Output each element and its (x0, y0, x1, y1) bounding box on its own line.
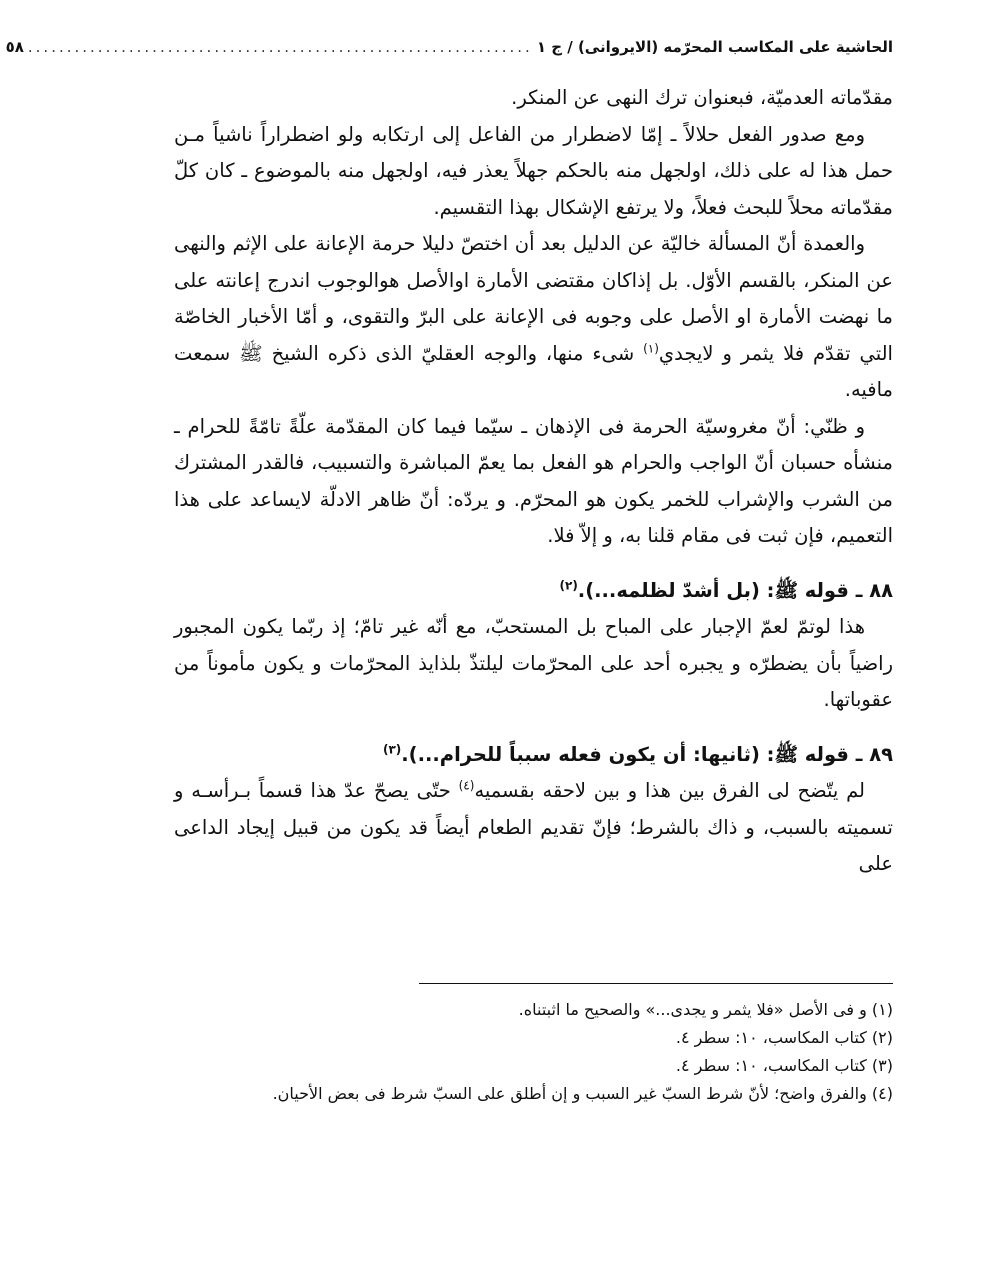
paragraph (174, 773, 893, 883)
section-heading-89 (174, 737, 893, 774)
footnote-ref-2: (٢) (559, 578, 578, 592)
running-head (5, 34, 893, 60)
paragraph-text: والعمدة أنّ المسألة خاليّة عن الدليل بعد أن اختصّ دليلا حرمة الإعانة علی الإثم والنهی عن المنكر، بالقسم الأوّل. بل إذاكان مقتضی الأمارة اوالأصل هوالوجوب اندرج إعانته علی ما نهضت الأمارة او الأصل علی وجوبه فی الإعانة علی البرّ والتقوی، و أمّا الأخبار الخاصّة التي تقدّم فلا يثمر و لايجدي (174, 232, 893, 365)
footnote-4: (٤) والفرق واضح؛ لأنّ شرط السبّ غير السبب و إن أطلق علی السبّ شرط فی بعض الأحيان. (272, 1084, 893, 1103)
paragraph: و ظنّي: أنّ مغروسيّة الحرمة فی الإذهان ـ سيّما فيما كان المقدّمة علّةً تامّةً للحرام ـ منشأه حسبان أنّ الواجب والحرام هو الفعل بما يعمّ المباشرة والتسبيب، فالقدر المشترك من الشرب والإشراب للخمر يكون هو المحرّم. و يردّه: أنّ ظاهر الادلّة لايساعد علی هذا التعميم، فإن ثبت فی مقام قلنا به، و إلاّ فلا. (174, 414, 893, 547)
paragraph-text: حتّی يصحّ عدّ هذا قسماً بـرأسـه و تسميته بالسبب، و ذاك بالشرط؛ فإنّ تقديم الطعام أيضاً قد يكون من قبيل إيجاد الداعی علی (174, 779, 893, 875)
book-page (5, 0, 997, 1274)
paragraph-text: شیء منها، والوجه العقليّ الذی ذكره الشيخ ﷺ سمعت مافيه. (174, 341, 893, 401)
section-gap (174, 719, 893, 737)
paragraph: ومع صدور الفعل حلالاً ـ إمّا لاضطرار من الفاعل إلی ارتكابه ولو اضطراراً ناشياً مـن حمل هذا له علی ذلك، اولجهل منه بالحكم جهلاً يعذر فيه، اولجهل منه بالموضوع ـ كان كلّ مقدّماته محلاً للبحث فعلاً، ولا يرتفع الإشكال بهذا التقسيم. (174, 122, 893, 219)
leader-dots: ................................................................. (27, 38, 533, 56)
main-text (174, 80, 893, 883)
footnote-1: (١) و فی الأصل «فلا يثمر و يجدی...» والصحيح ما اثبتناه. (518, 1000, 893, 1019)
footnote-3: (٣) كتاب المكاسب، ١٠: سطر ٤. (675, 1056, 893, 1075)
running-head-title: الحاشية على المكاسب المحرّمه (الايروانی) / ج ١ (536, 38, 893, 56)
heading-text: ٨٩ ـ قوله ﷺ: (ثانيها: أن يكون فعله سبباً للحرام...). (401, 742, 893, 766)
paragraph: مقدّماته العدميّة، فبعنوان ترك النهی عن المنكر. (511, 86, 893, 109)
footnote-2: (٢) كتاب المكاسب، ١٠: سطر ٤. (675, 1028, 893, 1047)
page-number: ٥٨ (5, 38, 24, 56)
footnotes (174, 996, 893, 1108)
footnote-separator (419, 983, 893, 984)
paragraph-text: لم يتّضح لی الفرق بين هذا و بين لاحقه بقسميه (474, 779, 865, 802)
paragraph (174, 226, 893, 409)
footnote-ref-3: (٣) (382, 742, 402, 756)
paragraph: هذا لوتمّ لعمّ الإجبار علی المباح بل المستحبّ، مع أنّه غير تامّ؛ إذ ربّما يكون المجبور راضياً بأن يضطرّه و يجبره أحد علی المحرّمات ليلتذّ بلذايذ المحرّمات و يكون مأموناً من عقوباتها. (174, 615, 893, 711)
section-gap (174, 555, 893, 573)
footnote-ref-4: (٤) (458, 778, 475, 793)
heading-text: ٨٨ ـ قوله ﷺ: (بل أشدّ لظلمه...). (577, 578, 893, 602)
section-heading-88 (174, 573, 893, 610)
footnote-ref-1: (١) (643, 341, 659, 355)
